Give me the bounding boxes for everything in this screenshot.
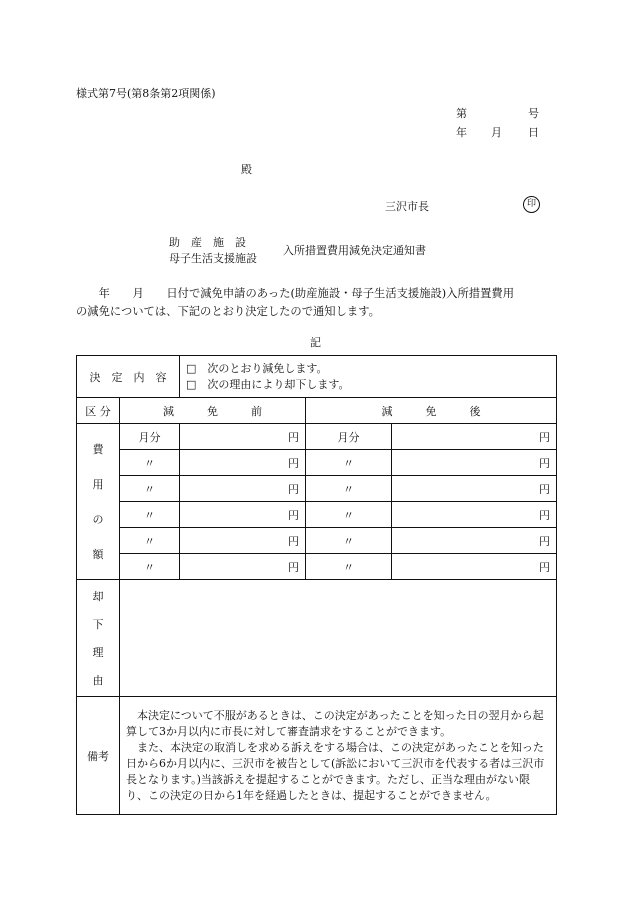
after-month-cell[interactable]: 〃	[306, 528, 392, 554]
document-number-dai: 第	[456, 107, 467, 120]
cost-label	[77, 424, 120, 580]
after-month-cell[interactable]: 〃	[306, 502, 392, 528]
before-month-cell[interactable]: 〃	[120, 528, 180, 554]
document-number-go: 号	[528, 107, 539, 120]
remarks-text	[120, 697, 557, 815]
reject-char: 理	[92, 646, 104, 659]
after-header: 減 免 後	[306, 398, 557, 424]
decision-label: 決 定 内 容	[77, 356, 180, 398]
body-line-2: の減免については、下記のとおり決定したので通知します。	[76, 305, 380, 318]
facility-line-2: 母子生活支援施設	[169, 252, 257, 265]
after-amount-cell[interactable]: 円	[392, 424, 557, 450]
remarks-row	[77, 697, 557, 815]
cost-char: 額	[92, 548, 104, 561]
after-month-cell[interactable]: 〃	[306, 450, 392, 476]
option-reject[interactable]: □ 次の理由により却下します。	[186, 377, 350, 391]
after-amount-cell[interactable]: 円	[392, 528, 557, 554]
reject-label	[77, 580, 120, 697]
cost-row	[77, 502, 557, 528]
kubun-header: 区 分	[77, 398, 120, 424]
body-line-1: 年 月 日付で減免申請のあった(助産施設・母子生活支援施設)入所措置費用	[76, 287, 514, 300]
date-day: 日	[528, 126, 539, 139]
before-month-cell[interactable]: 月分	[120, 424, 180, 450]
before-amount-cell[interactable]: 円	[180, 450, 306, 476]
option-approve[interactable]: □ 次のとおり減免します。	[186, 361, 328, 375]
cost-row	[77, 554, 557, 580]
header-row	[77, 398, 557, 424]
document-title: 入所措置費用減免決定通知書	[283, 244, 426, 257]
before-amount-cell[interactable]: 円	[180, 528, 306, 554]
before-amount-cell[interactable]: 円	[180, 476, 306, 502]
date-month: 月	[491, 126, 502, 139]
remarks-paragraph: また、本決定の取消しを求める訴えをする場合は、この決定があったことを知った日から6か月以内に、三沢市を被告として(訴訟において三沢市を代表する者は三沢市長となります。)当該訴えを提起することができます。ただし、正当な理由がない限り、この決定の日から1年を経過したときは、提起することができません。	[126, 740, 545, 802]
before-amount-cell[interactable]: 円	[180, 502, 306, 528]
before-month-cell[interactable]: 〃	[120, 502, 180, 528]
cost-row	[77, 424, 557, 450]
reject-char: 由	[92, 674, 104, 687]
after-month-cell[interactable]: 〃	[306, 554, 392, 580]
remarks-paragraph: 本決定について不服があるときは、この決定があったことを知った日の翌月から起算して3か月以内に市長に対して審査請求をすることができます。	[126, 708, 544, 738]
ki-label: 記	[310, 336, 321, 349]
after-month-cell[interactable]: 〃	[306, 476, 392, 502]
after-amount-cell[interactable]: 円	[392, 502, 557, 528]
after-amount-cell[interactable]: 円	[392, 450, 557, 476]
decision-table	[76, 355, 557, 815]
cost-char: の	[92, 513, 104, 526]
after-amount-cell[interactable]: 円	[392, 476, 557, 502]
before-month-cell[interactable]: 〃	[120, 450, 180, 476]
before-month-cell[interactable]: 〃	[120, 476, 180, 502]
after-month-cell[interactable]: 月分	[306, 424, 392, 450]
form-number: 様式第7号(第8条第2項関係)	[76, 87, 216, 100]
issuer-name: 三沢市長	[385, 200, 429, 213]
remarks-label: 備考	[77, 697, 120, 815]
date-year: 年	[456, 126, 467, 139]
seal-mark: 印	[523, 196, 540, 213]
before-month-cell[interactable]: 〃	[120, 554, 180, 580]
reject-reason-field[interactable]	[120, 580, 557, 697]
cost-row	[77, 528, 557, 554]
cost-row	[77, 450, 557, 476]
reject-row	[77, 580, 557, 697]
before-amount-cell[interactable]: 円	[180, 554, 306, 580]
decision-row	[77, 356, 557, 398]
cost-row	[77, 476, 557, 502]
addressee-suffix: 殿	[241, 163, 252, 176]
facility-line-1: 助 産 施 設	[169, 236, 246, 249]
cost-char: 用	[92, 478, 104, 491]
cost-char: 費	[92, 443, 104, 456]
before-amount-cell[interactable]: 円	[180, 424, 306, 450]
after-amount-cell[interactable]: 円	[392, 554, 557, 580]
before-header: 減 免 前	[120, 398, 306, 424]
reject-char: 下	[92, 618, 104, 631]
reject-char: 却	[92, 590, 104, 603]
